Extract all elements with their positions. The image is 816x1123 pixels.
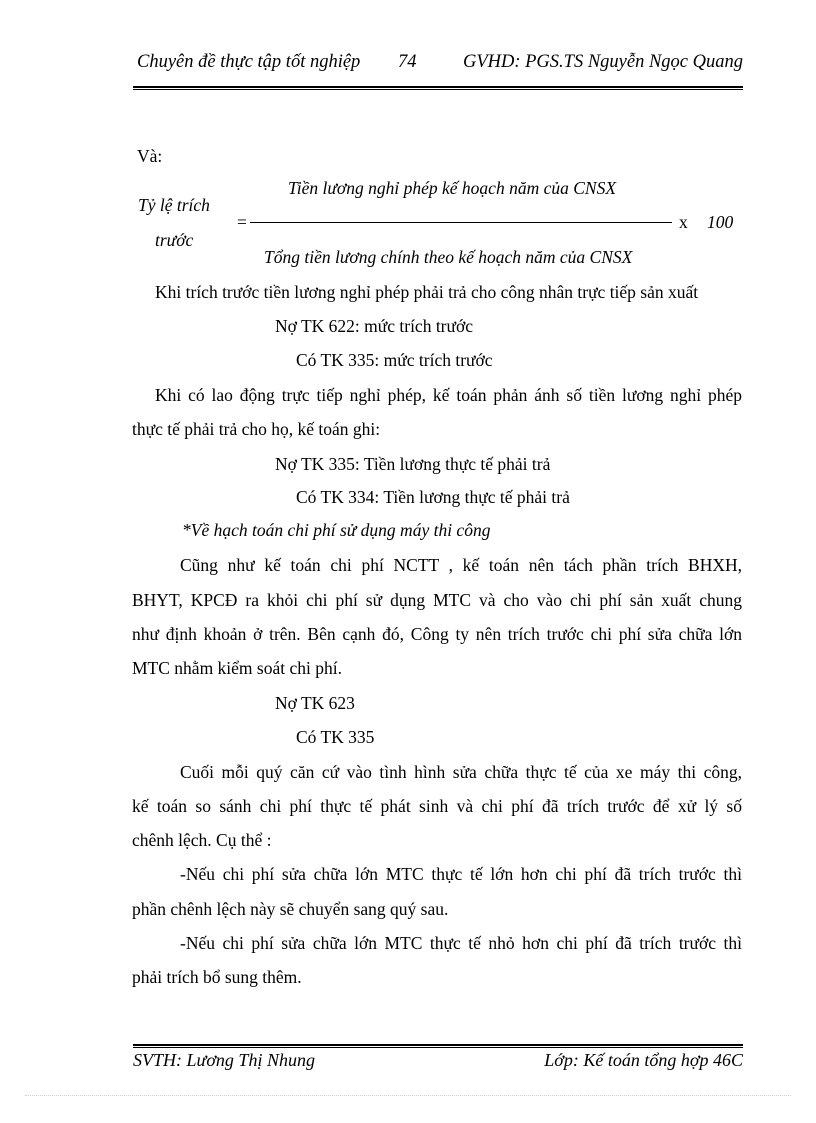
paragraph-3-line-2: BHYT, KPCĐ ra khỏi chi phí sử dụng MTC và cho vào chi phí sản xuất chung — [132, 590, 742, 610]
fraction-bar — [250, 222, 672, 223]
journal-entry-3-credit: Có TK 335 — [296, 727, 375, 747]
header-title: Chuyên đề thực tập tốt nghiệp — [137, 52, 361, 72]
paragraph-5-line-1: -Nếu chi phí sửa chữa lớn MTC thực tế lớn hơn chi phí đã trích trước thì — [180, 864, 742, 884]
journal-entry-2-debit: Nợ TK 335: Tiền lương thực tế phải trả — [275, 454, 551, 474]
paragraph-2-line-2: thực tế phải trả cho họ, kế toán ghi: — [132, 419, 381, 439]
formula-equals: = — [237, 212, 247, 232]
paragraph-5-line-2: phần chênh lệch này sẽ chuyển sang quý sau. — [132, 899, 449, 919]
footer-rule — [133, 1044, 743, 1046]
page-header — [133, 52, 743, 78]
paragraph-3-line-1: Cũng như kế toán chi phí NCTT , kế toán nên tách phần trích BHXH, — [180, 555, 742, 575]
header-rule-thin — [133, 89, 743, 90]
formula-numerator: Tiền lương nghỉ phép kế hoạch năm của CNSX — [288, 178, 617, 198]
footer-student: SVTH: Lương Thị Nhung — [133, 1050, 315, 1070]
paragraph-4-line-3: chênh lệch. Cụ thể : — [132, 830, 272, 850]
page-footer — [133, 1050, 743, 1076]
journal-entry-3-debit: Nợ TK 623 — [275, 693, 355, 713]
paragraph-3-line-3: như định khoản ở trên. Bên cạnh đó, Công ty nên trích trước chi phí sửa chữa lớn — [132, 624, 742, 644]
va-label: Và: — [137, 146, 163, 166]
paragraph-1: Khi trích trước tiền lương nghỉ phép phải trả cho công nhân trực tiếp sản xuất — [155, 282, 699, 302]
formula-denominator: Tổng tiền lương chính theo kế hoạch năm của CNSX — [264, 247, 633, 267]
formula-factor: 100 — [707, 212, 734, 232]
formula-times: x — [679, 212, 688, 232]
paragraph-3-line-4: MTC nhằm kiểm soát chi phí. — [132, 658, 342, 678]
header-rule — [133, 86, 743, 88]
journal-entry-1-debit: Nợ TK 622: mức trích trước — [275, 316, 474, 336]
journal-entry-1-credit: Có TK 335: mức trích trước — [296, 350, 493, 370]
paragraph-4-line-1: Cuối mỗi quý căn cứ vào tình hình sửa chữa thực tế của xe máy thi công, — [180, 762, 742, 782]
section-heading: *Về hạch toán chi phí sử dụng máy thi công — [182, 520, 491, 540]
page-bottom-divider — [25, 1095, 791, 1096]
page-number: 74 — [398, 52, 417, 72]
header-supervisor: GVHD: PGS.TS Nguyễn Ngọc Quang — [462, 52, 743, 72]
footer-rule-thin — [133, 1047, 743, 1048]
paragraph-2-line-1: Khi có lao động trực tiếp nghỉ phép, kế toán phản ánh số tiền lương nghỉ phép — [155, 385, 742, 405]
formula-label-line2: trước — [155, 230, 194, 250]
paragraph-6-line-2: phải trích bổ sung thêm. — [132, 967, 302, 987]
formula-label-line1: Tỷ lệ trích — [138, 195, 210, 215]
journal-entry-2-credit: Có TK 334: Tiền lương thực tế phải trả — [296, 487, 570, 507]
footer-class: Lớp: Kế toán tổng hợp 46C — [544, 1050, 743, 1070]
paragraph-6-line-1: -Nếu chi phí sửa chữa lớn MTC thực tế nhỏ hơn chi phí đã trích trước thì — [180, 933, 742, 953]
paragraph-4-line-2: kế toán so sánh chi phí thực tế phát sinh và chi phí đã trích trước để xử lý số — [132, 796, 742, 816]
